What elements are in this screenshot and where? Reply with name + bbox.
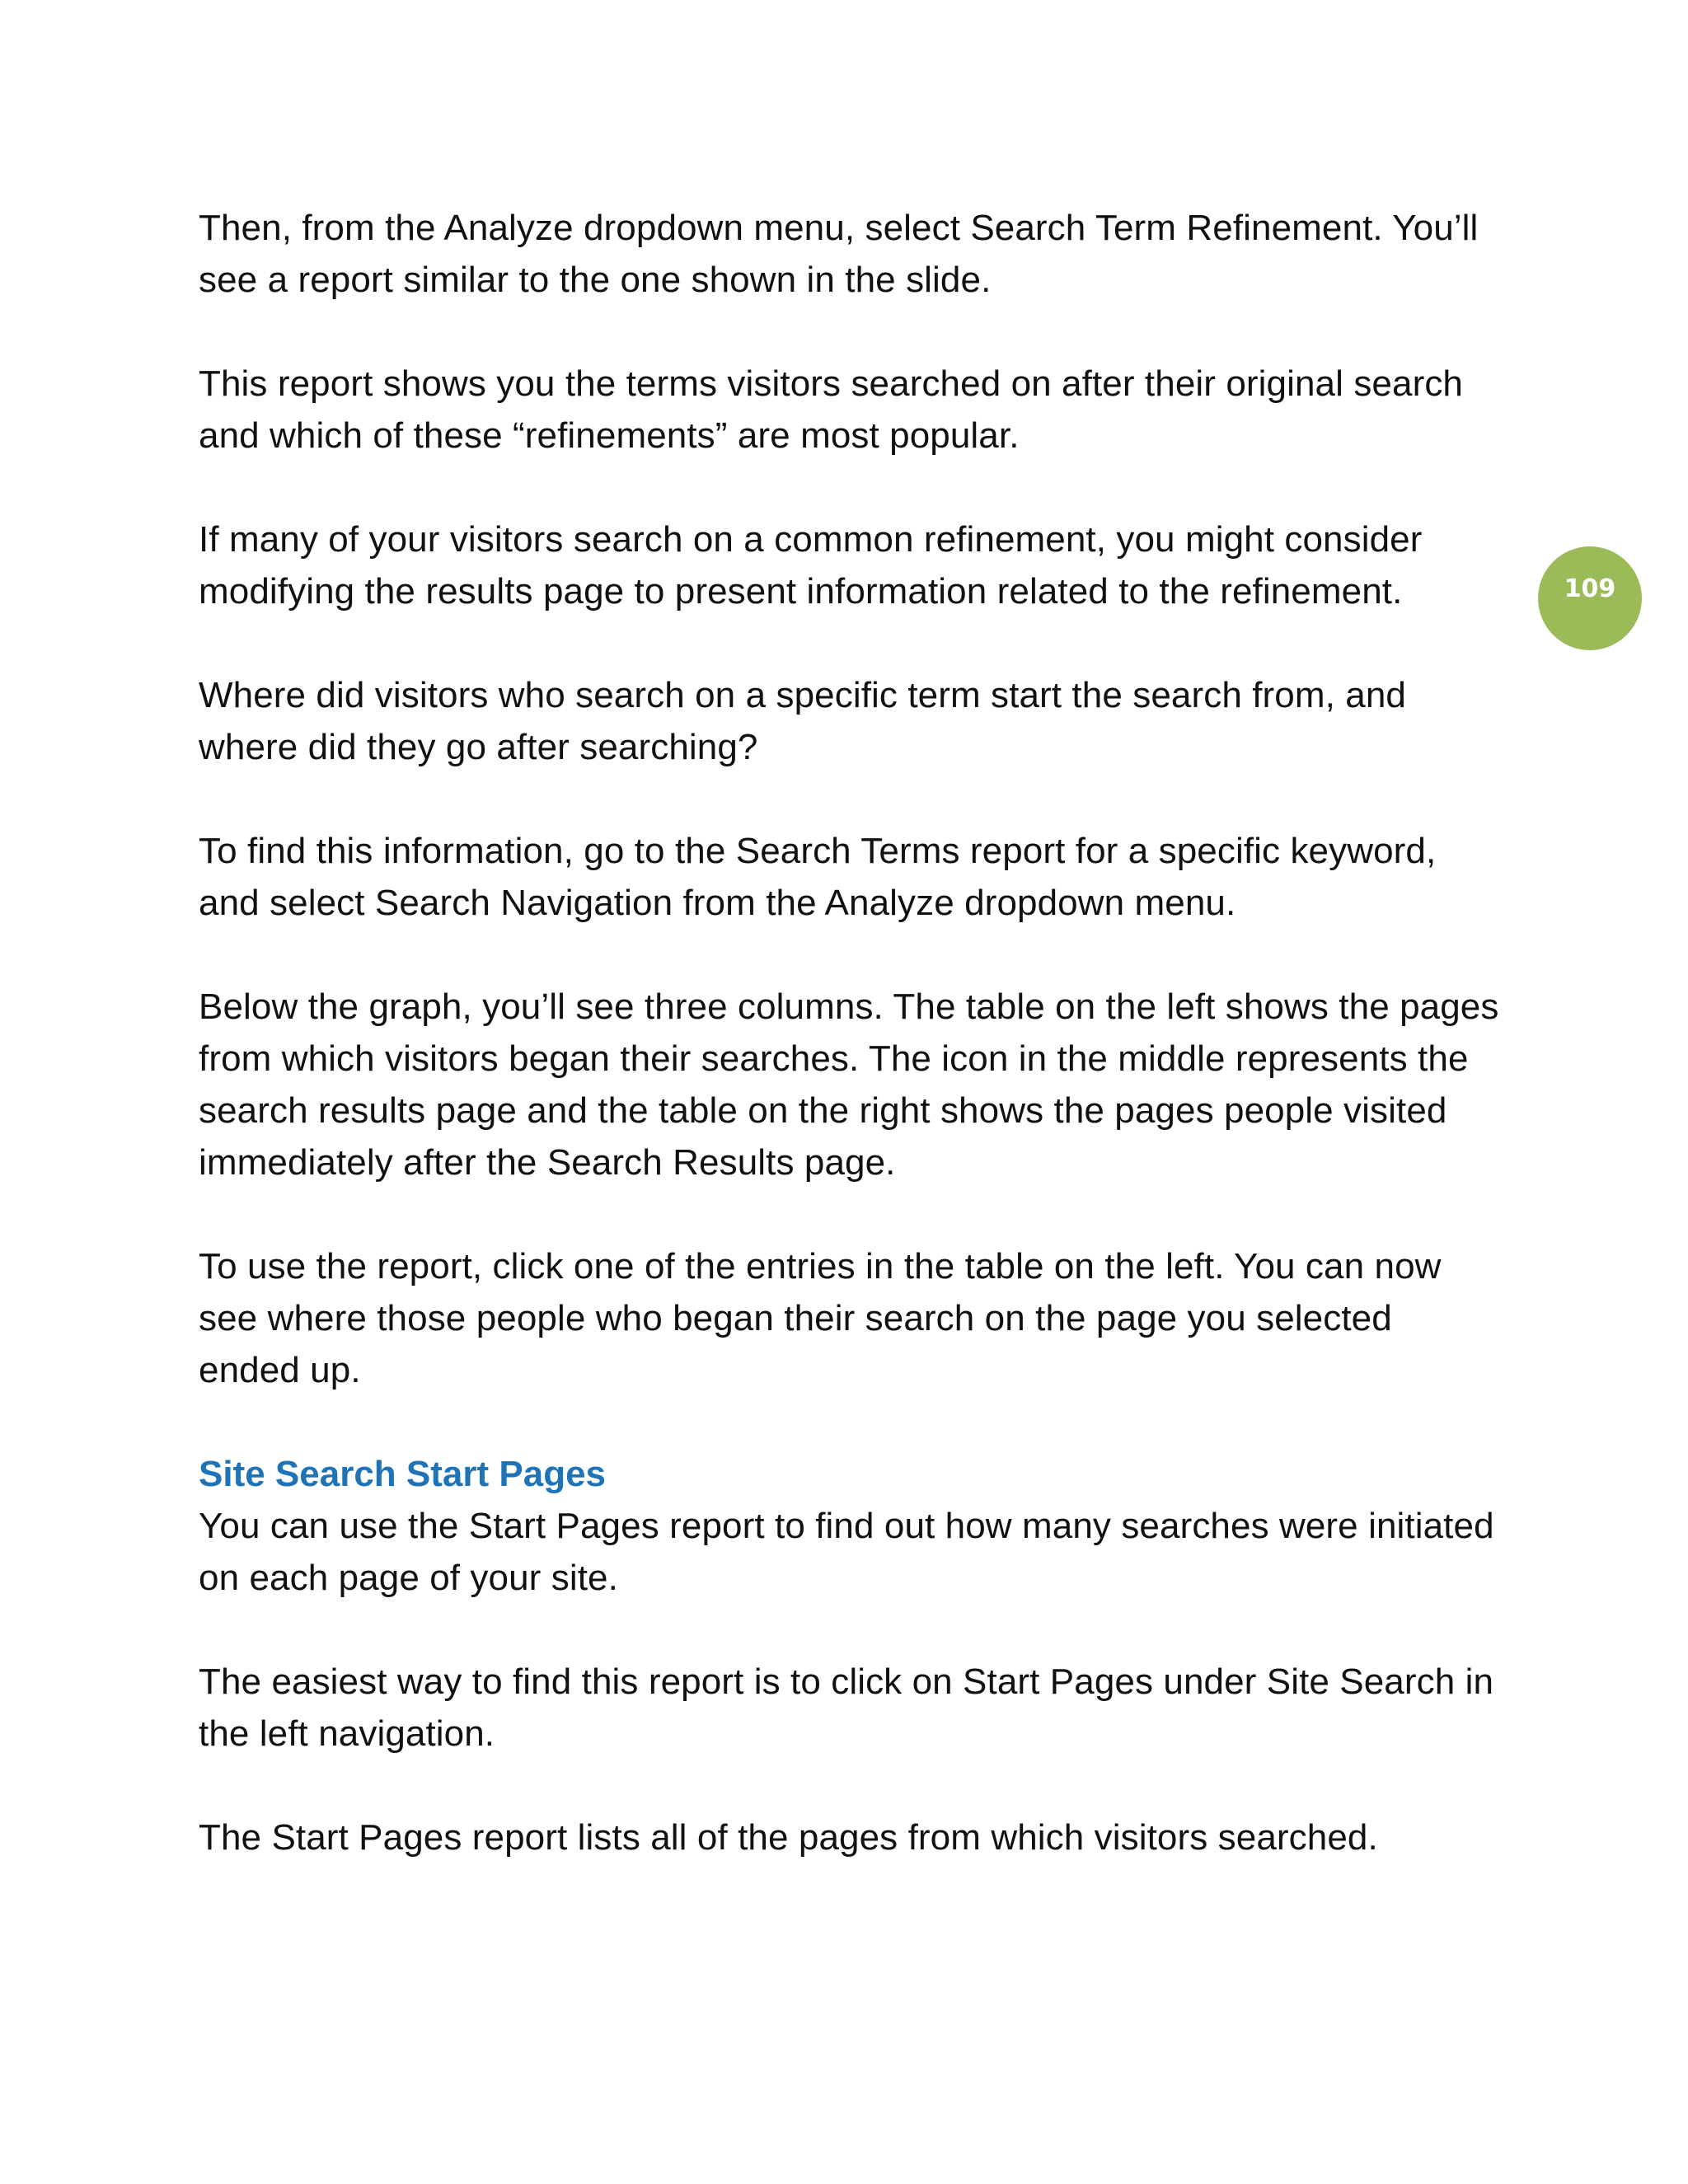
paragraph-start-pages-list: The Start Pages report lists all of the pages from which visitors searched. bbox=[199, 1817, 1378, 1858]
paragraph-common-refinement: If many of your visitors search on a common refinement, you might consider modifying the results page to present information related to the refinement. bbox=[199, 519, 1423, 612]
paragraph-where-visitors-started: Where did visitors who search on a specific term start the search from, and where did they go after searching? bbox=[199, 675, 1406, 767]
page-number: 109 bbox=[1564, 574, 1616, 603]
paragraph-refinements-popular: This report shows you the terms visitors searched on after their original search and which of these “refinements” are most popular. bbox=[199, 363, 1463, 456]
paragraph-three-columns: Below the graph, you’ll see three columns. The table on the left shows the pages from which visitors began their searches. The icon in the middle represents the search results page and the table on the right shows the pages people visited immediately after the Search Results page. bbox=[199, 987, 1499, 1183]
paragraph-search-navigation: To find this information, go to the Search Terms report for a specific keyword, and select Search Navigation from the Analyze dropdown menu. bbox=[199, 831, 1437, 923]
paragraph-start-pages-intro: You can use the Start Pages report to find out how many searches were initiated on each page of your site. bbox=[199, 1506, 1494, 1598]
page-number-badge bbox=[1538, 546, 1642, 650]
document-body bbox=[199, 202, 1501, 1863]
paragraph-find-start-pages: The easiest way to find this report is to click on Start Pages under Site Search in the left navigation. bbox=[199, 1661, 1494, 1754]
section-heading: Site Search Start Pages bbox=[199, 1454, 607, 1494]
paragraph-use-report: To use the report, click one of the entries in the table on the left. You can now see where those people who began their search on the page you selected ended up. bbox=[199, 1246, 1442, 1390]
paragraph-search-term-refinement: Then, from the Analyze dropdown menu, select Search Term Refinement. You’ll see a report similar to the one shown in the slide. bbox=[199, 208, 1479, 300]
